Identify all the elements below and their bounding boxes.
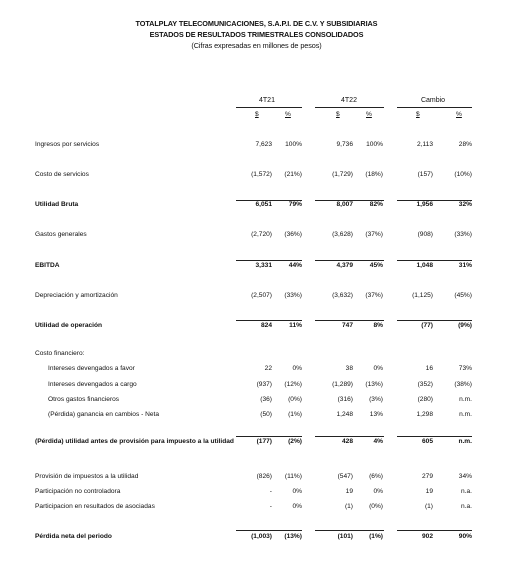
cell-v1: (1,003)	[251, 533, 272, 540]
subtotal-rule	[315, 320, 384, 321]
cell-v1: 22	[264, 365, 272, 372]
cell-p1: (11%)	[284, 473, 302, 480]
subtotal-rule	[397, 260, 472, 261]
cell-p2: (0%)	[369, 503, 383, 510]
group-rule-4t22	[315, 107, 384, 108]
cell-p1: (0%)	[288, 396, 302, 403]
subtotal-rule	[315, 530, 384, 531]
cell-v2: (3,628)	[332, 231, 353, 238]
cell-v2: 19	[345, 488, 353, 495]
row-label: EBITDA	[35, 262, 60, 269]
col-currency-2: $	[336, 111, 340, 118]
table-row-ebitda	[0, 262, 513, 273]
cell-p3: n.a.	[461, 503, 472, 510]
cell-v3: (280)	[417, 396, 433, 403]
cell-p2: 0%	[373, 488, 383, 495]
cell-p3: (45%)	[454, 292, 472, 299]
cell-v2: (547)	[337, 473, 353, 480]
row-label: (Pérdida) ganancia en cambios - Neta	[48, 411, 160, 418]
cell-p2: (6%)	[369, 473, 383, 480]
row-label: Intereses devengados a favor	[48, 365, 135, 372]
cell-v2: 1,248	[336, 411, 353, 418]
cell-p1: 79%	[288, 201, 302, 208]
cell-v2: 4,379	[336, 262, 353, 269]
cell-p2: 8%	[373, 322, 383, 329]
cell-v3: 19	[425, 488, 433, 495]
cell-v3: 1,298	[416, 411, 433, 418]
cell-v3: 16	[425, 365, 433, 372]
cell-v3: 279	[421, 473, 433, 480]
cell-v2: (3,632)	[332, 292, 353, 299]
cell-v2: (1,729)	[332, 171, 353, 178]
subtotal-rule	[397, 530, 472, 531]
cell-v2: 428	[341, 438, 353, 445]
cell-p3: 32%	[458, 201, 472, 208]
group-rule-4t21	[236, 107, 302, 108]
cell-v2: 747	[341, 322, 353, 329]
row-label: Utilidad Bruta	[35, 201, 79, 208]
cell-v3: 2,113	[416, 141, 433, 148]
table-row-int-favor	[0, 365, 513, 376]
cell-p1: (13%)	[284, 533, 302, 540]
cell-v3: 902	[421, 533, 433, 540]
cell-v1: -	[269, 488, 272, 495]
subtotal-rule	[236, 530, 302, 531]
cell-p1: (12%)	[284, 381, 302, 388]
row-label: Intereses devengados a cargo	[48, 381, 137, 388]
cell-v3: 605	[421, 438, 433, 445]
section-label-costo-financiero: Costo financiero:	[35, 350, 85, 357]
cell-p1: 44%	[288, 262, 302, 269]
cell-v3: (352)	[417, 381, 433, 388]
cell-p3: 34%	[458, 473, 472, 480]
cell-p3: n.a.	[461, 488, 472, 495]
table-row-gastos	[0, 231, 513, 242]
col-percent-3: %	[456, 111, 462, 118]
cell-v3: (1,125)	[412, 292, 433, 299]
cell-p2: 0%	[373, 365, 383, 372]
row-label: Gastos generales	[35, 231, 87, 238]
table-row-depreciacion	[0, 292, 513, 303]
col-percent-1: %	[285, 111, 291, 118]
row-label: Depreciación y amortización	[35, 292, 118, 299]
cell-v1: (1,572)	[251, 171, 272, 178]
cell-p2: (13%)	[365, 381, 383, 388]
cell-p2: (37%)	[365, 231, 383, 238]
cell-v1: (826)	[256, 473, 272, 480]
subtotal-rule	[236, 200, 302, 201]
table-row-otros-gastos	[0, 396, 513, 407]
cell-v3: (908)	[417, 231, 433, 238]
subtotal-rule	[315, 436, 384, 437]
cell-p1: 0%	[292, 488, 302, 495]
cell-p1: (1%)	[288, 411, 302, 418]
row-label: Participacion en resultados de asociadas	[35, 503, 155, 510]
cell-v2: (1,289)	[332, 381, 353, 388]
subtotal-rule	[397, 320, 472, 321]
row-label: Provisión de impuestos a la utilidad	[35, 473, 139, 480]
cell-v2: (316)	[337, 396, 353, 403]
subtotal-rule	[236, 260, 302, 261]
table-row-ingresos	[0, 141, 513, 152]
column-group-4t22: 4T22	[341, 97, 357, 104]
cell-p1: (36%)	[284, 231, 302, 238]
table-row-asociadas	[0, 503, 513, 514]
row-label: Pérdida neta del periodo	[35, 533, 112, 540]
cell-v1: (177)	[256, 438, 272, 445]
cell-v1: (2,507)	[251, 292, 272, 299]
cell-v1: (50)	[260, 411, 272, 418]
subtotal-rule	[397, 436, 472, 437]
subtotal-rule	[315, 260, 384, 261]
row-label: Utilidad de operación	[35, 322, 103, 329]
cell-p3: 73%	[458, 365, 472, 372]
cell-p2: (1%)	[369, 533, 383, 540]
cell-v1: 824	[260, 322, 272, 329]
cell-v3: (77)	[421, 322, 433, 329]
cell-v2: 8,007	[336, 201, 353, 208]
table-row-utilidad-operacion	[0, 322, 513, 333]
col-currency-3: $	[416, 111, 420, 118]
cell-p3: (9%)	[458, 322, 472, 329]
cell-p3: (10%)	[454, 171, 472, 178]
company-name: TOTALPLAY TELECOMUNICACIONES, S.A.P.I. DE C.V. Y SUBSIDIARIAS	[135, 19, 378, 28]
cell-v1: -	[269, 503, 272, 510]
cell-v3: (1)	[424, 503, 433, 510]
subtotal-rule	[236, 436, 302, 437]
cell-v3: 1,956	[416, 201, 433, 208]
cell-p2: 45%	[369, 262, 383, 269]
column-group-4t21: 4T21	[259, 97, 275, 104]
column-group-cambio: Cambio	[420, 97, 446, 104]
group-rule-cambio	[397, 107, 472, 108]
cell-v2: 9,736	[336, 141, 353, 148]
cell-p2: (18%)	[365, 171, 383, 178]
cell-v3: 1,048	[416, 262, 433, 269]
row-label: Ingresos por servicios	[35, 141, 100, 148]
subtotal-rule	[315, 200, 384, 201]
table-row-perdida-cambios	[0, 411, 513, 422]
col-percent-2: %	[366, 111, 372, 118]
cell-p3: (33%)	[454, 231, 472, 238]
table-row-int-cargo	[0, 381, 513, 392]
table-row-utilidad-bruta	[0, 201, 513, 212]
report-title: ESTADOS DE RESULTADOS TRIMESTRALES CONSOLIDADOS	[149, 30, 364, 39]
report-subtitle: (Cifras expresadas en millones de pesos)	[191, 41, 322, 50]
cell-p3: 31%	[458, 262, 472, 269]
cell-p2: 13%	[369, 411, 383, 418]
cell-p2: 82%	[369, 201, 383, 208]
table-row-provision	[0, 473, 513, 484]
table-row-no-controladora	[0, 488, 513, 499]
cell-p3: 28%	[458, 141, 472, 148]
table-row-perdida-neta	[0, 533, 513, 544]
subtotal-rule	[397, 200, 472, 201]
cell-p1: (33%)	[284, 292, 302, 299]
cell-p1: 11%	[289, 322, 302, 329]
cell-v1: 7,623	[255, 141, 272, 148]
cell-v2: (101)	[337, 533, 353, 540]
cell-p2: 100%	[366, 141, 383, 148]
table-row-costo	[0, 171, 513, 182]
row-label: (Pérdida) utilidad antes de provisión para impuesto a la utilidad	[35, 438, 234, 445]
row-label: Otros gastos financieros	[48, 396, 120, 403]
cell-p2: (37%)	[365, 292, 383, 299]
row-label: Participación no controladora	[35, 488, 121, 495]
cell-v1: (36)	[260, 396, 272, 403]
cell-p3: n.m.	[458, 438, 472, 445]
cell-p1: 0%	[292, 365, 302, 372]
cell-p1: 0%	[292, 503, 302, 510]
row-label: Costo de servicios	[35, 171, 89, 178]
subtotal-rule	[236, 320, 302, 321]
cell-v1: 3,331	[255, 262, 272, 269]
cell-p3: n.m.	[459, 411, 472, 418]
cell-v1: (2,720)	[251, 231, 272, 238]
cell-p3: (38%)	[454, 381, 472, 388]
col-currency-1: $	[255, 111, 259, 118]
cell-p1: 100%	[285, 141, 302, 148]
cell-p2: 4%	[373, 438, 383, 445]
cell-v3: (157)	[417, 171, 433, 178]
cell-v1: (937)	[256, 381, 272, 388]
cell-p1: (21%)	[284, 171, 302, 178]
cell-p3: 90%	[458, 533, 472, 540]
cell-v1: 6,051	[255, 201, 272, 208]
table-row-antes-impuesto	[0, 438, 513, 449]
cell-p2: (3%)	[369, 396, 383, 403]
cell-v2: 38	[345, 365, 353, 372]
cell-p1: (2%)	[288, 438, 302, 445]
cell-v2: (1)	[344, 503, 353, 510]
cell-p3: n.m.	[459, 396, 472, 403]
